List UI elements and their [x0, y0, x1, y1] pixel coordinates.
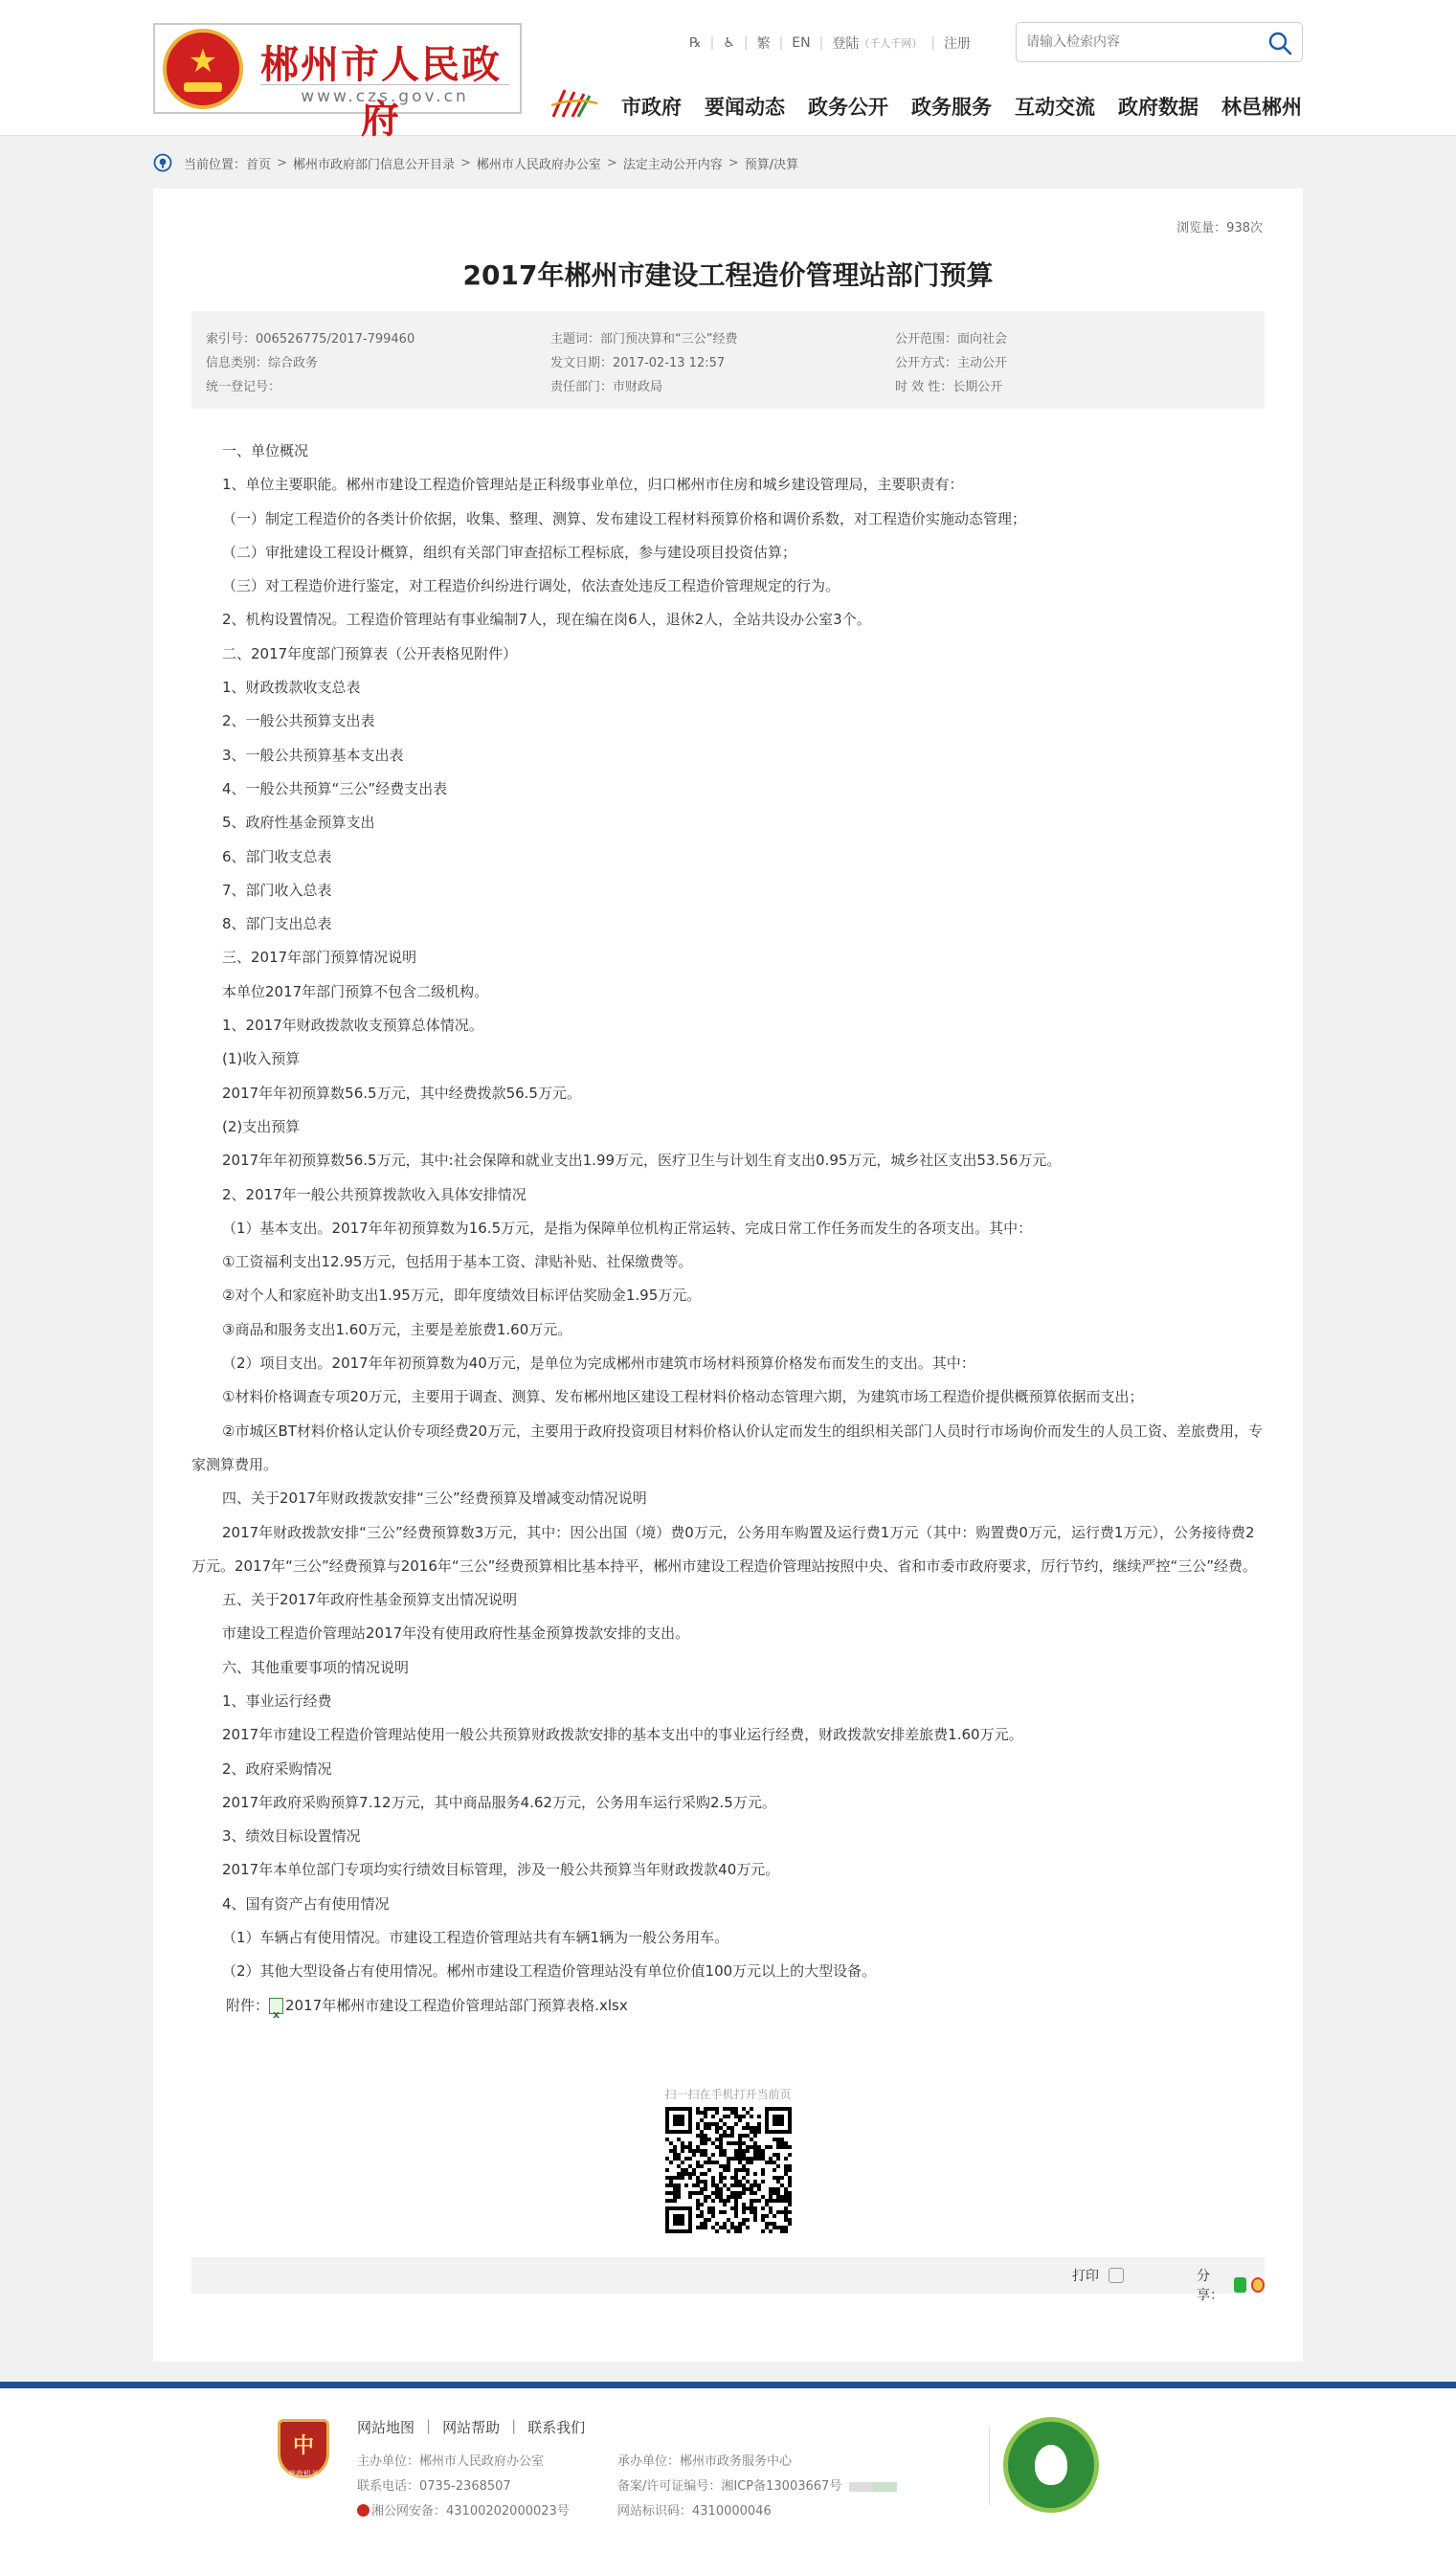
article-paragraph: 4、一般公共预算“三公”经费支出表	[222, 779, 448, 797]
footer-divider	[0, 2382, 1456, 2388]
article-paragraph: 5、政府性基金预算支出	[222, 814, 375, 832]
meta-index-no: 索引号：006526775/2017-799460	[206, 332, 415, 347]
article-paragraph: 2、政府采购情况	[222, 1759, 332, 1778]
article-paragraph: 2、2017年一般公共预算拨款收入具体安排情况	[222, 1185, 526, 1203]
meta-reg-no: 统一登记号：	[206, 380, 281, 394]
article-paragraph: ①工资福利支出12.95万元，包括用于基本工资、津贴补贴、社保缴费等。	[222, 1253, 693, 1271]
meta-scope: 公开范围：面向社会	[895, 332, 1008, 347]
print-label: 打印	[1072, 2269, 1099, 2284]
breadcrumb-budget[interactable]: 预算/决算	[744, 157, 799, 172]
meta-date: 发文日期：2017-02-13 12:57	[550, 356, 726, 370]
attachment-link[interactable]: 2017年郴州市建设工程造价管理站部门预算表格.xlsx	[285, 1996, 628, 2014]
qr-code	[665, 2107, 792, 2233]
article-paragraph: 2、机构设置情况。工程造价管理站有事业编制7人，现在编在岗6人，退休2人，全站共设办公室3个。	[222, 611, 871, 629]
footer-separator	[989, 2427, 990, 2505]
weibo-icon[interactable]	[1251, 2277, 1265, 2293]
article-paragraph: 1、事业运行经费	[222, 1691, 332, 1710]
footer-host: 主办单位：郴州市人民政府办公室	[357, 2454, 545, 2469]
site-url: www.czs.gov.cn	[260, 84, 509, 106]
page-title: 2017年郴州市建设工程造价管理站部门预算	[462, 259, 994, 291]
footer-help-link[interactable]: 网站帮助	[442, 2419, 501, 2436]
party-gov-badge-label: 党政机关	[288, 2470, 319, 2478]
register-link[interactable]: 注册	[944, 36, 972, 52]
article-paragraph: （2）项目支出。2017年年初预算数为40万元，是单位为完成郴州市建筑市场材料预算价格发布而发生的支出。其中：	[222, 1355, 975, 1373]
breadcrumb-catalog[interactable]: 郴州市政府部门信息公开目录	[292, 157, 455, 172]
article-paragraph: 市建设工程造价管理站2017年没有使用政府性基金预算拨款安排的支出。	[222, 1624, 690, 1643]
breadcrumb-label: 当前位置：	[184, 157, 247, 172]
search-icon[interactable]	[1267, 31, 1292, 56]
article-paragraph: 六、其他重要事项的情况说明	[222, 1658, 410, 1676]
footer-phone: 联系电话：0735-2368507	[357, 2479, 511, 2494]
nav-item-gov-affairs-open[interactable]: 政务公开	[808, 96, 888, 119]
breadcrumb-office[interactable]: 郴州市人民政府办公室	[476, 157, 601, 172]
meta-dept: 责任部门：市财政局	[550, 380, 663, 394]
article-paragraph: (1)收入预算	[222, 1050, 301, 1068]
article-paragraph: 2017年政府采购预算7.12万元，其中商品服务4.62万元，公务用车运行采购2.5万元。	[222, 1793, 776, 1811]
article-paragraph: （2）其他大型设备占有使用情况。郴州市建设工程造价管理站没有单位价值100万元以上的大型设备。	[222, 1962, 877, 1981]
article-paragraphs	[191, 435, 1265, 1989]
site-footer	[0, 2388, 1456, 2553]
search-input[interactable]	[1026, 31, 1256, 54]
article-paragraph: （二）审批建设工程设计概算，组织有关部门审查招标工程标底，参与建设项目投资估算；	[222, 543, 797, 561]
share-bar	[191, 2257, 1265, 2303]
national-emblem-icon	[163, 29, 243, 109]
article-card	[153, 189, 1303, 2362]
article-paragraph: （1）基本支出。2017年年初预算数为16.5万元，是指为保障单位机构正常运转、完成日常工作任务而发生的各项支出。其中：	[222, 1219, 1033, 1237]
footer-sitemap-link[interactable]: 网站地图	[357, 2419, 415, 2436]
meta-validity: 时 效 性：长期公开	[895, 380, 1003, 394]
nav-item-city-government[interactable]: 市政府	[621, 96, 682, 119]
footer-links: 网站地图 | 网站帮助 | 联系我们	[357, 2417, 586, 2436]
article-paragraph: 四、关于2017年财政拨款安排“三公”经费预算及增减变动情况说明	[222, 1489, 647, 1508]
article-paragraph: 2017年年初预算数56.5万元，其中:社会保障和就业支出1.99万元，医疗卫生与计划生育支出0.95万元，城乡社区支出53.56万元。	[222, 1152, 1062, 1170]
site-logo[interactable]	[153, 23, 522, 142]
article-paragraph: ②对个人和家庭补助支出1.95万元，即年度绩效目标评估奖励金1.95万元。	[222, 1287, 702, 1305]
article-paragraph: 2017年年初预算数56.5万元，其中经费拨款56.5万元。	[222, 1084, 581, 1102]
article-paragraph: 6、部门收支总表	[222, 847, 332, 865]
login-note: （千人千网）	[859, 37, 923, 50]
share-group	[1197, 2266, 1265, 2304]
article-paragraph: 2、一般公共预算支出表	[222, 712, 375, 730]
barrier-free-icon[interactable]: ℞	[689, 35, 702, 51]
nav-item-gov-data[interactable]: 政府数据	[1118, 96, 1198, 119]
footer-organizer: 承办单位：郴州市政务服务中心	[617, 2454, 793, 2469]
search-box	[1016, 22, 1303, 62]
article-meta	[191, 311, 1265, 409]
traditional-chinese-link[interactable]: 繁	[756, 36, 771, 52]
article-paragraph: ①材料价格调查专项20万元，主要用于调查、测算、发布郴州地区建设工程材料价格动态管理六期，为建筑市场工程造价提供概预算依据而支出；	[222, 1388, 1144, 1406]
article-paragraph: 二、2017年度部门预算表（公开表格见附件）	[222, 644, 518, 662]
accessibility-icon[interactable]: ♿	[723, 35, 735, 51]
attachment-row	[191, 1989, 1265, 2023]
article-paragraph: 2017年财政拨款安排“三公”经费预算数3万元，其中：因公出国（境）费0万元，公务用车购置及运行费1万元（其中：购置费0万元，运行费1万元），公务接待费2万元。2017年“三公”经费预算与2016年“三公”经费预算相比基本持平，郴州市建设工程造价管理站按照中央、省和市委市政府要求，厉行节约，继续严控“三公”经费。	[191, 1523, 1257, 1575]
breadcrumb-home[interactable]: 首页	[246, 157, 272, 172]
article-paragraph: 4、国有资产占有使用情况	[222, 1894, 390, 1913]
article-paragraph: 本单位2017年部门预算不包含二级机构。	[222, 982, 489, 1000]
printer-icon	[1109, 2268, 1124, 2283]
article-paragraph: （1）车辆占有使用情况。市建设工程造价管理站共有车辆1辆为一般公务用车。	[222, 1929, 729, 1947]
breadcrumb: 当前位置： 首页 > 郴州市政府部门信息公开目录 > 郴州市人民政府办公室 > 法定主动公开内容 > 预算/决算	[153, 151, 798, 174]
article-paragraph: 2017年本单位部门专项均实行绩效目标管理，涉及一般公共预算当年财政拨款40万元。	[222, 1861, 780, 1879]
footer-icp-text[interactable]: 备案/许可证编号：湘ICP备13003667号	[617, 2479, 842, 2494]
footer-police	[357, 2500, 570, 2519]
article-paragraph: 2017年市建设工程造价管理站使用一般公共预算财政拨款安排的基本支出中的事业运行经费，财政拨款安排差旅费1.60万元。	[222, 1726, 1023, 1744]
article-paragraph: (2)支出预算	[222, 1117, 301, 1135]
article-paragraph: 8、部门支出总表	[222, 915, 332, 933]
nav-emblem-icon	[549, 86, 599, 121]
wechat-icon[interactable]	[1234, 2277, 1246, 2293]
article-paragraph: 三、2017年部门预算情况说明	[222, 949, 417, 967]
article-paragraph: 3、一般公共预算基本支出表	[222, 746, 404, 764]
english-link[interactable]: EN	[792, 35, 811, 51]
article-body	[191, 435, 1265, 2023]
qr-label: 扫一扫在手机打开当前页	[664, 2088, 792, 2101]
civilized-city-badge-icon[interactable]	[1003, 2417, 1099, 2513]
cnzz-stat-icon[interactable]	[849, 2482, 897, 2492]
article-paragraph: （一）制定工程造价的各类计价依据，收集、整理、测算、发布建设工程材料预算价格和调价系数，对工程造价实施动态管理；	[222, 509, 1027, 527]
footer-contact-link[interactable]: 联系我们	[527, 2419, 586, 2436]
site-name: 郴州市人民政府	[260, 43, 502, 142]
location-icon	[153, 153, 172, 172]
meta-category: 信息类别：综合政务	[206, 356, 319, 370]
main-nav	[621, 92, 1325, 121]
police-badge-icon	[357, 2504, 370, 2517]
excel-file-icon	[269, 1998, 283, 2014]
article-paragraph: （三）对工程造价进行鉴定，对工程造价纠纷进行调处，依法查处违反工程造价管理规定的行为。	[222, 577, 840, 595]
article-paragraph: 一、单位概况	[222, 442, 309, 459]
article-paragraph: ②市城区BT材料价格认定认价专项经费20万元，主要用于政府投资项目材料价格认价认定而发生的组织相关部门人员时行市场询价而发生的人员工资、差旅费用，专家测算费用。	[191, 1422, 1263, 1473]
article-paragraph: 五、关于2017年政府性基金预算支出情况说明	[222, 1591, 518, 1609]
footer-icp	[617, 2475, 897, 2494]
breadcrumb-statutory[interactable]: 法定主动公开内容	[622, 157, 723, 172]
attachment-label: 附件：	[226, 1996, 270, 2014]
site-header	[0, 0, 1456, 142]
article-paragraph: ③商品和服务支出1.60万元，主要是差旅费1.60万元。	[222, 1320, 572, 1338]
login-link[interactable]: 登陆	[832, 36, 860, 52]
share-label: 分享：	[1197, 2269, 1223, 2303]
article-paragraph: 1、2017年财政拨款收支预算总体情况。	[222, 1017, 483, 1035]
top-links: ℞ | ♿ | 繁 | EN | 登陆 （千人千网） | 注册	[689, 35, 972, 52]
footer-police-text[interactable]: 湘公网安备：43100202000023号	[371, 2504, 570, 2519]
nav-item-gov-services[interactable]: 政务服务	[911, 96, 992, 119]
article-paragraph: 7、部门收入总表	[222, 881, 332, 899]
article-paragraph: 1、财政拨款收支总表	[222, 679, 361, 697]
article-paragraph: 1、单位主要职能。郴州市建设工程造价管理站是正科级事业单位，归口郴州市住房和城乡建设管理局，主要职责有：	[222, 476, 964, 494]
nav-item-news[interactable]: 要闻动态	[705, 96, 785, 119]
print-button[interactable]	[1072, 2266, 1124, 2285]
view-count: 浏览量：938次	[1176, 221, 1263, 235]
nav-item-interaction[interactable]: 互动交流	[1015, 96, 1095, 119]
article-paragraph: 3、绩效目标设置情况	[222, 1827, 361, 1846]
footer-site-code: 网站标识码：4310000046	[617, 2504, 772, 2519]
meta-subject: 主题词：部门预决算和“三公”经费	[550, 332, 738, 347]
nav-item-linyi-chenzhou[interactable]: 林邑郴州	[1221, 96, 1302, 119]
meta-method: 公开方式：主动公开	[895, 356, 1008, 370]
